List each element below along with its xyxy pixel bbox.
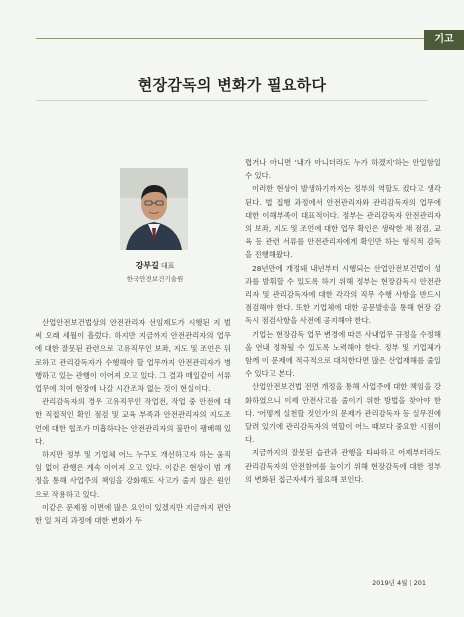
paragraph: 산업안전보건법상의 안전관리자 선임제도가 시행된 지 벌써 오래 세월이 흘렀다. 하지만 지금까지 안전관리자의 업무에 대한 잘못된 관련으로 고유직무인 보좌, 지도 및 조언은 뒤로하고 관리감독자가 수행해야 할 업무까지 안전관리자가 병행하고 있는 관행이 이어져 오고 있다. 그 결과 매일같이 서류업무에 치여 현장에 나갈 시간조차 없는 것이 현실이다. (35, 318, 231, 394)
paragraph: 이러한 현상이 발생하기까지는 정부의 역할도 컸다고 생각된다. 법 집행 과정에서 안전관리자와 관리감독자의 업무에 대한 이해부족이 대표적이다. 정부는 관리감독자 안전관리자의 보좌, 지도 및 조언에 대한 업무 확인은 생략한 채 점검, 교육 등 관련 서류를 안전관리자에게 확인만 하는 형식적 감독을 진행해왔다. (245, 184, 441, 260)
page-number: 201 (413, 579, 426, 587)
author-title: 대표 (160, 262, 175, 270)
paragraph: 기업는 현장감독 업무 변경에 따른 사내업무 규정을 수정해 올 연내 정착될 수 있도록 노력해야 한다. 정부 및 기업체가 함께 이 문제에 적극적으로 대처한다면 많은 산업재해를 줄일 수 있다고 본다. (245, 329, 441, 379)
paragraph: 산업안전보건법 전면 개정을 통해 사업주에 대한 책임을 강화하였으니 이제 안전사고를 줄이기 위한 방법을 찾아야 한다. '어떻게 실천할 것인가'의 문제가 관리감독자 등 실무진에 달려 있기에 관리감독자의 역할이 어느 때보다 중요한 시점이다. (245, 382, 441, 445)
title-rule (36, 100, 428, 101)
article-title: 현장감독의 변화가 필요하다 (137, 76, 327, 94)
paragraph: 하지만 정부 및 기업체 어느 누구도 개선하고자 하는 움직임 없이 관행은 계속 이어져 오고 있다. 이같은 현상이 범 개정을 통해 사업주의 책임을 강화해도 사고가 줄지 않은 원인으로 작용하고 있다. (35, 450, 231, 499)
author-photo (120, 168, 188, 250)
footer-separator: | (409, 579, 412, 587)
paragraph: 28년만에 개정돼 내년부터 시행되는 산업안전보건법이 성과를 발휘할 수 있도록 하기 위해 정부는 현장감독시 안전관리자 및 관리감독자에 대한 각각의 직무 수행 사항을 반드시 점검해야 한다. 또한 기업체에 대한 공문발송을 통해 현장 감독시 점검사항을 사전에 공지해야 한다. (245, 263, 441, 326)
page-footer (372, 578, 426, 587)
article-column-left (35, 316, 231, 527)
header-rule (36, 38, 424, 39)
paragraph: 이같은 문제점 이면에 많은 요인이 있겠지만 지금까지 편안한 일 처리 과정에 대한 변화가 두 (35, 502, 231, 526)
section-tab: 기고 (424, 30, 464, 50)
author-organization: 한국안전보건기술원 (126, 275, 184, 283)
author-name: 강부길 (135, 261, 159, 270)
article-column-right (245, 156, 441, 486)
paragraph: 렵거나 아니면 '내가 아니더라도 누가 하겠지'하는 안일함일 수 있다. (245, 158, 441, 181)
paragraph: 지금까지의 잘못된 습관과 관행을 타파하고 어제부터라도 관리감독자의 안전참여를 높이기 위해 현장감독에 대한 정부의 변화된 접근자세가 필요해 보인다. (245, 448, 441, 484)
issue-date: 2019년 4월 (372, 579, 408, 587)
paragraph: 관리감독자의 경우 고유직무인 작업전, 작업 중 안전에 대한 직접적인 확인 점검 및 교육 부족과 안전관리자의 지도조언에 대한 협조가 미흡하다는 안전관리자의 불만이 팽배해 있다. (35, 397, 231, 446)
author-credit (105, 253, 205, 283)
author-photo-image (120, 168, 188, 250)
